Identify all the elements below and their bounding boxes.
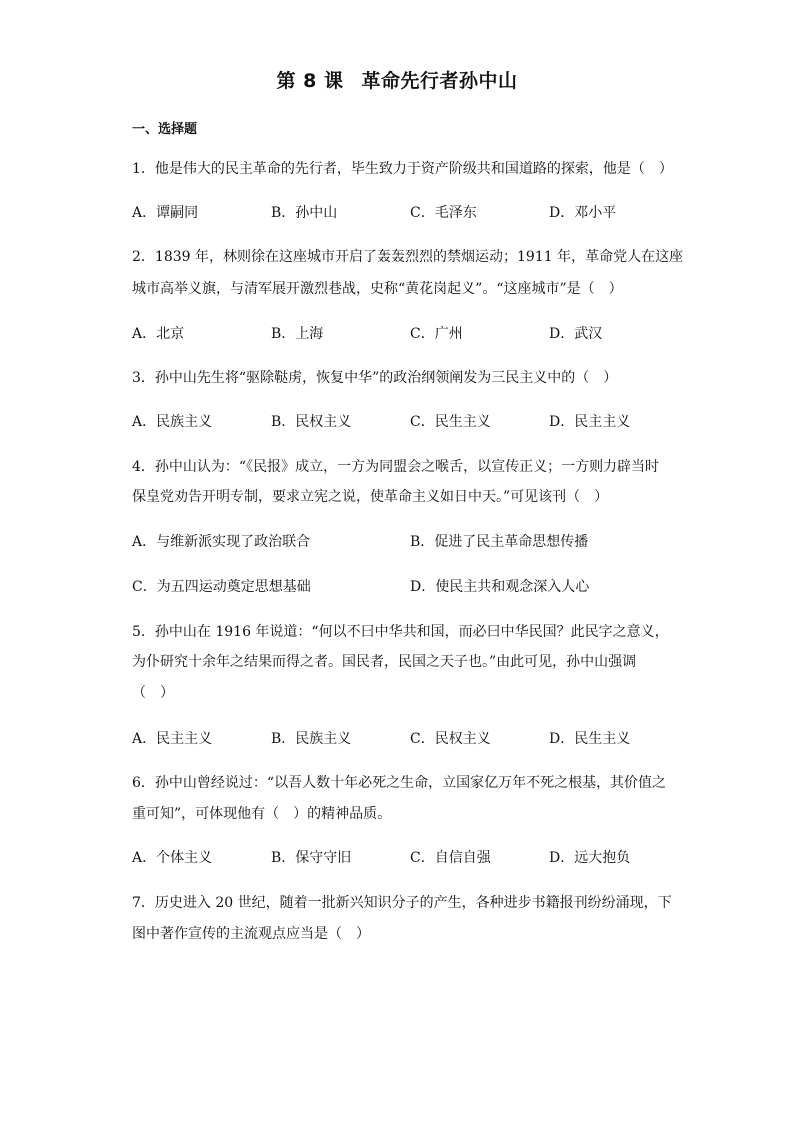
question-5-option-a: A．民主主义 xyxy=(132,731,213,747)
question-6-option-a: A．个体主义 xyxy=(132,850,213,866)
question-3-option-c: C．民生主义 xyxy=(410,414,491,430)
question-5-option-c: C．民权主义 xyxy=(410,731,491,747)
question-1-option-a: A．谭嗣同 xyxy=(132,205,199,221)
question-3-text: 3．孙中山先生将“驱除鞑虏，恢复中华”的政治纲领阐发为三民主义中的（ ） xyxy=(132,370,618,386)
question-2-text-line-2: 城市高举义旗，与清军展开激烈巷战，史称“黄花岗起义”。“这座城市”是（ ） xyxy=(132,281,623,297)
question-3-option-d: D．民主主义 xyxy=(549,414,631,430)
question-6-text-line-2: 重可知”，可体现他有（ ）的精神品质。 xyxy=(132,806,392,822)
question-4-text-line-2: 保皇党劝告开明专制，要求立宪之说，使革命主义如日中天。”可见该刊（ ） xyxy=(132,489,609,505)
question-4-option-b: B．促进了民主革命思想传播 xyxy=(410,534,589,550)
page-title xyxy=(0,66,794,93)
question-5-text-line-2: 为仆研究十余年之结果而得之者。国民者，民国之天子也。”由此可见，孙中山强调 xyxy=(132,654,637,670)
question-5-option-d: D．民生主义 xyxy=(549,731,631,747)
question-7-text-line-2: 图中著作宣传的主流观点应当是（ ） xyxy=(132,926,370,942)
question-1-text: 1．他是伟大的民主革命的先行者，毕生致力于资产阶级共和国道路的探索，他是（ ） xyxy=(132,161,673,177)
question-2-option-a: A．北京 xyxy=(132,326,185,342)
question-5-text-line-1: 5．孙中山在 1916 年说道：“何以不曰中华共和国，而必曰中华民国？此民字之意义， xyxy=(132,624,669,640)
lesson-name: 革命先行者孙中山 xyxy=(361,70,518,92)
question-3-option-a: A．民族主义 xyxy=(132,414,213,430)
question-6-option-b: B．保守守旧 xyxy=(271,850,352,866)
question-2-text-line-1: 2．1839 年，林则徐在这座城市开启了轰轰烈烈的禁烟运动；1911 年，革命党人在这座 xyxy=(132,249,684,265)
question-3-option-b: B．民权主义 xyxy=(271,414,352,430)
question-6-option-c: C．自信自强 xyxy=(410,850,491,866)
question-7-text-line-1: 7．历史进入 20 世纪，随着一批新兴知识分子的产生，各种进步书籍报刊纷纷涌现，下 xyxy=(132,895,672,911)
question-5-text-line-3: （ ） xyxy=(132,685,174,701)
question-4-option-a: A．与维新派实现了政治联合 xyxy=(132,534,311,550)
question-2-option-d: D．武汉 xyxy=(549,326,603,342)
question-5-option-b: B．民族主义 xyxy=(271,731,352,747)
question-2-option-b: B．上海 xyxy=(271,326,324,342)
section-heading: 一、选择题 xyxy=(132,122,198,137)
question-4-option-c: C．为五四运动奠定思想基础 xyxy=(132,579,311,595)
question-1-option-d: D．邓小平 xyxy=(549,205,617,221)
question-1-option-c: C．毛泽东 xyxy=(410,205,477,221)
lesson-number: 第 8 课 xyxy=(276,70,344,92)
question-4-option-d: D．使民主共和观念深入人心 xyxy=(410,579,590,595)
question-1-option-b: B．孙中山 xyxy=(271,205,338,221)
question-4-text-line-1: 4．孙中山认为：“《民报》成立，一方为同盟会之喉舌，以宣传正义；一方则力辟当时 xyxy=(132,459,660,475)
question-6-text-line-1: 6．孙中山曾经说过：“以吾人数十年必死之生命，立国家亿万年不死之根基，其价值之 xyxy=(132,775,667,791)
question-6-option-d: D．远大抱负 xyxy=(549,850,631,866)
question-2-option-c: C．广州 xyxy=(410,326,463,342)
